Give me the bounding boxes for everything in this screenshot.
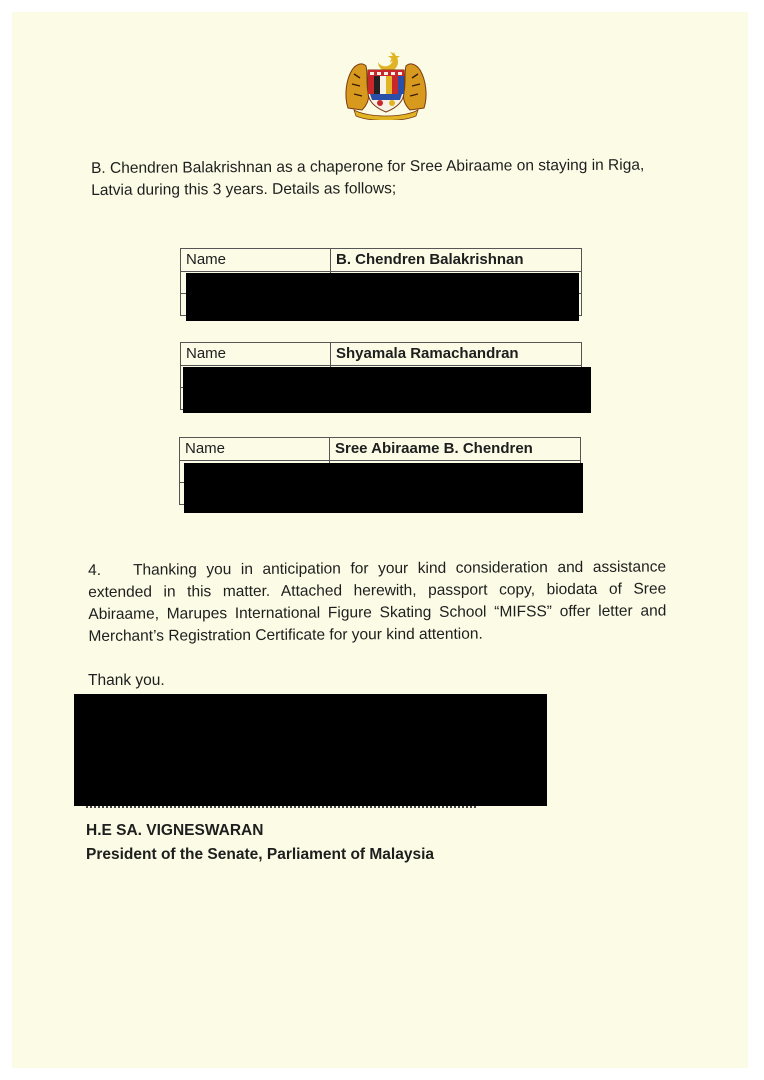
- person-name-value: Sree Abiraame B. Chendren: [330, 438, 581, 461]
- redaction-block: [186, 273, 579, 321]
- signatory-title: President of the Senate, Parliament of Malaysia: [86, 846, 435, 863]
- coat-of-arms-icon: [340, 48, 432, 120]
- signatory-name: H.E SA. VIGNESWARAN: [86, 822, 264, 839]
- closing-text: Thank you.: [88, 672, 165, 689]
- person-name-value: Shyamala Ramachandran: [331, 343, 582, 366]
- redaction-block: [183, 367, 591, 413]
- intro-paragraph: B. Chendren Balakrishnan as a chaperone for Sree Abiraame on staying in Riga, Latvia during this 3 years. Details as follows;: [91, 156, 645, 199]
- paragraph-number: 4.: [88, 561, 102, 579]
- person-name-label: Name: [180, 438, 330, 461]
- redaction-block: [184, 463, 583, 513]
- paragraph-4: [88, 556, 667, 648]
- person-name-label: Name: [181, 249, 331, 272]
- signature-line: [86, 806, 476, 808]
- signature-redaction: [74, 694, 547, 806]
- person-name-label: Name: [181, 343, 331, 366]
- person-name-value: B. Chendren Balakrishnan: [331, 249, 582, 272]
- paragraph-4-text: Thanking you in anticipation for your kind consideration and assistance extended in this matter. Attached herewith, passport copy, biodata of Sree Abiraame, Marupes International Figure Skating School “MIFSS” offer letter and Merchant’s Registration Certificate for your kind attention.: [88, 558, 667, 645]
